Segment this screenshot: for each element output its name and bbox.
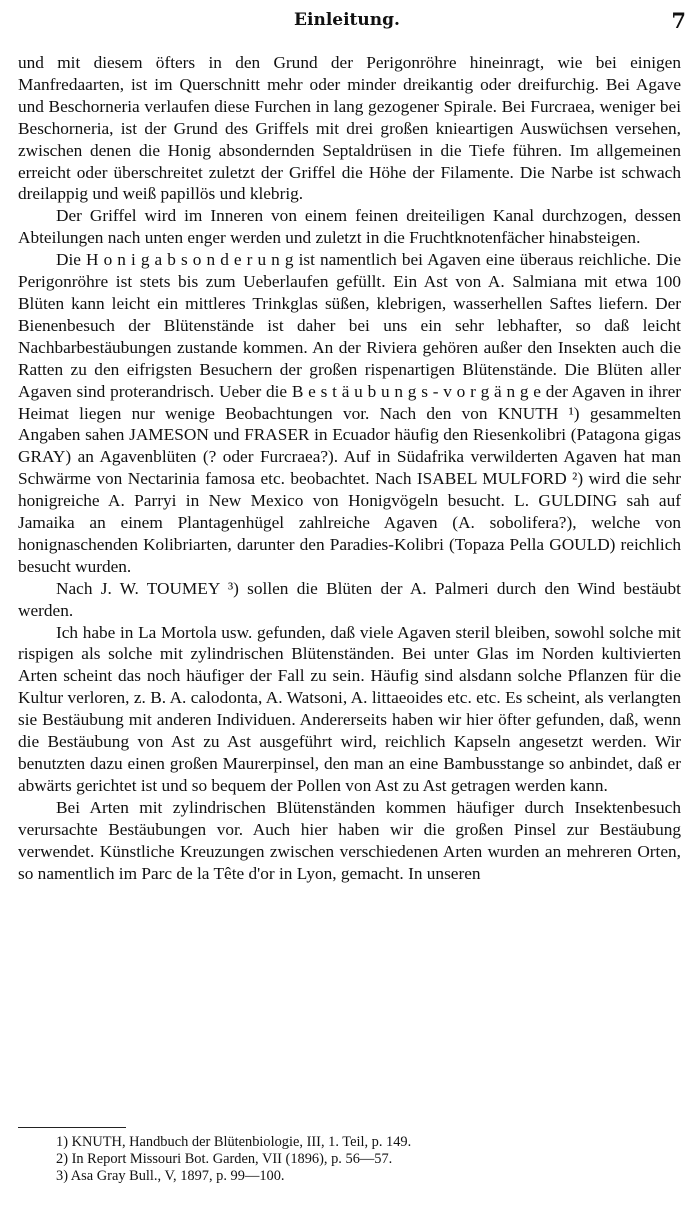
footnote: 1) KNUTH, Handbuch der Blütenbiologie, III, 1. Teil, p. 149.	[56, 1134, 412, 1150]
footnote: 3) Asa Gray Bull., V, 1897, p. 99—100.	[56, 1168, 285, 1184]
footnotes	[18, 1127, 681, 1185]
footnote: 2) In Report Missouri Bot. Garden, VII (1896), p. 56—57.	[56, 1151, 393, 1167]
paragraph: Die H o n i g a b s o n d e r u n g ist namentlich bei Agaven eine überaus reichliche. Die Perigonröhre ist stets bis zum Ueberlaufen gefüllt. Ein Ast von A. Salmiana mit etwa 100 Blüten kann leicht ein mittleres Trinkglas süßen, klebrigen, wasserhellen Saftes liefern. Der Bienenbesuch der Blütenstände ist daher bei uns ein sehr lebhafter, so daß leicht Nachbarbestäubungen zustande kommen. An der Riviera gehören außer den Insekten auch die Ratten zu den eifrigsten Besuchern der großen rispenartigen Blütenstände. Die Blüten aller Agaven sind proterandrisch. Ueber die B e s t ä u b u n g s - v o r g ä n g e der Agaven in ihrer Heimat liegen nur wenige Beobachtungen vor. Nach den von KNUTH ¹) gesammelten Angaben sahen JAMESON und FRASER in Ecuador häufig den Riesenkolibri (Patagona gigas GRAY) an Agavenblüten (? oder Furcraea?). Auf in Südafrika verwilderten Agaven hat man Schwärme von Nectarinia famosa etc. beobachtet. Nach ISABEL MULFORD ²) wird die sehr honigreiche A. Parryi in New Mexico von Honigvögeln besucht. L. GULDING sah auf Jamaika an einem Plantagenhügel zahlreiche Agaven (A. sobolifera?), welche von honignaschenden Kolibriarten, darunter den Paradies-Kolibri (Topaza Pella GOULD) reichlich besucht wurden.	[18, 250, 681, 576]
paragraph: und mit diesem öfters in den Grund der Perigonröhre hineinragt, wie bei einigen Manfredaarten, ist im Querschnitt mehr oder minder dreikantig oder dreifurchig. Bei Agave und Beschorneria verlaufen diese Furchen in lang gezogener Spirale. Bei Furcraea, weniger bei Beschorneria, ist der Grund des Griffels mit drei großen knieartigen Auswüchsen versehen, zwischen denen die Honig absondernden Septaldrüsen in die Tiefe führen. Im allgemeinen erreicht oder überschreitet zuletzt der Griffel die Höhe der Filamente. Die Narbe ist schwach dreilappig und weiß papillös und klebrig.	[18, 53, 681, 204]
body-text	[18, 52, 681, 884]
running-header	[0, 8, 694, 34]
chapter-title: Einleitung.	[294, 10, 400, 30]
paragraph: Bei Arten mit zylindrischen Blütenständen kommen häufiger durch Insektenbesuch verursachte Bestäubungen vor. Auch hier haben wir die großen Pinsel zur Bestäubung verwendet. Künstliche Kreuzungen zwischen verschiedenen Arten wurden an mehreren Orten, so namentlich im Parc de la Tête d'or in Lyon, gemacht. In unseren	[18, 797, 681, 883]
paragraph: Nach J. W. TOUMEY ³) sollen die Blüten der A. Palmeri durch den Wind bestäubt werden.	[18, 578, 681, 620]
footnote-divider	[18, 1127, 126, 1128]
paragraph: Ich habe in La Mortola usw. gefunden, daß viele Agaven steril bleiben, sowohl solche mit rispigen als solche mit zylindrischen Blütenständen. Bei unter Glas im Norden kultivierten Arten scheint das noch häufiger der Fall zu sein. Häufig sind alsdann solche Pflanzen für die Kultur verloren, z. B. A. calodonta, A. Watsoni, A. littaeoides etc. etc. Es scheint, als verlangten sie Bestäubung mit anderen Individuen. Andererseits haben wir hier öfter gefunden, daß, wenn die Bestäubung von Ast zu Ast ausgeführt wird, reichlich Kapseln angesetzt werden. Wir benutzten dazu einen großen Maurerpinsel, den man an eine Bambusstange so anbindet, daß er abwärts gerichtet ist und so bequem der Pollen von Ast zu Ast getragen werden kann.	[18, 622, 681, 795]
page-number: 7	[671, 8, 686, 33]
paragraph: Der Griffel wird im Inneren von einem feinen dreiteiligen Kanal durchzogen, dessen Abteilungen nach unten enger werden und zuletzt in die Fruchtknotenfächer hinabsteigen.	[18, 206, 681, 248]
